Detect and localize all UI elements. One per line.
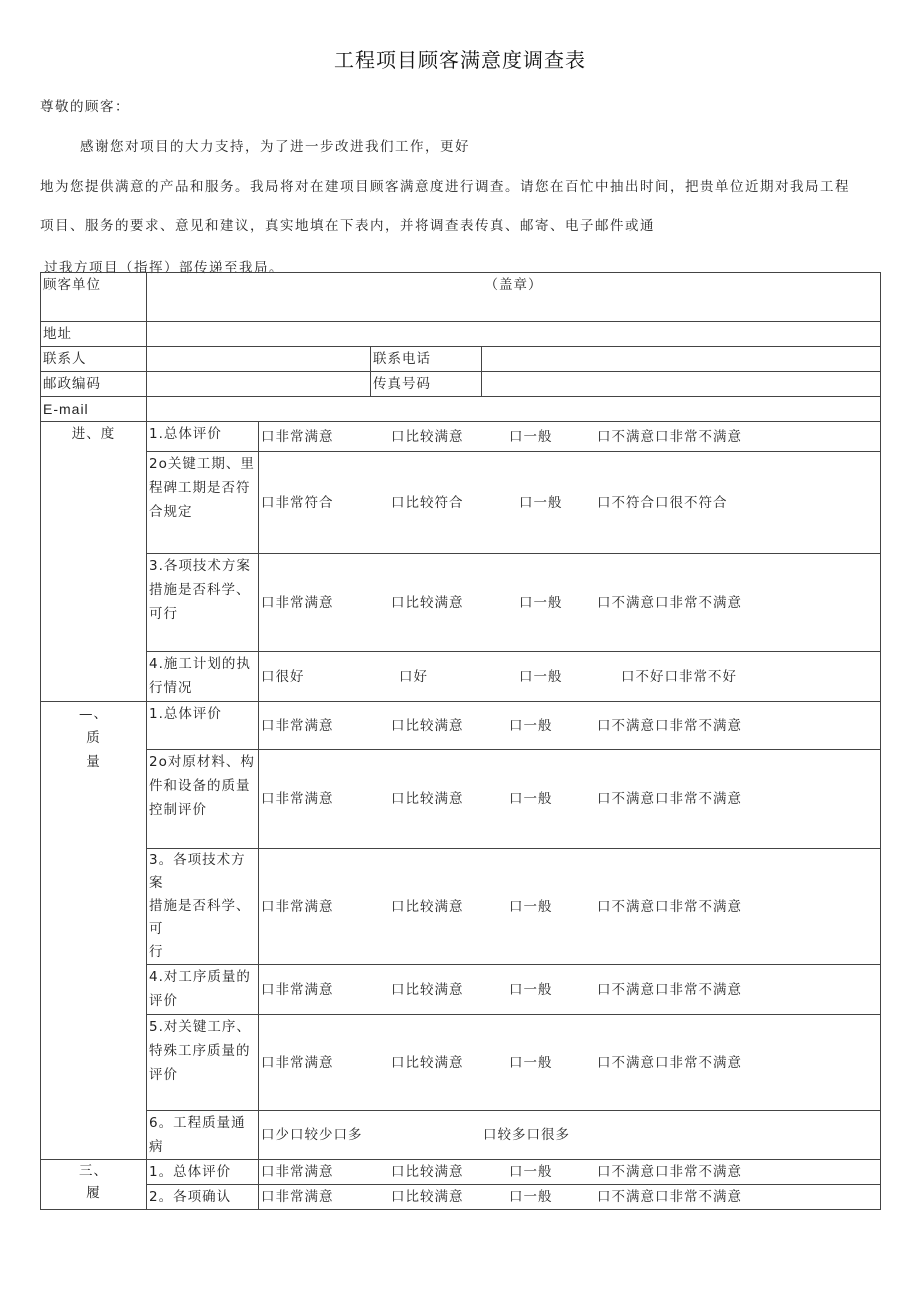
quality-item-4-options[interactable] <box>259 965 881 1015</box>
option[interactable]: 口一般 <box>509 898 553 915</box>
postcode-field[interactable] <box>147 372 371 397</box>
option[interactable]: 口不好口非常不好 <box>621 668 737 685</box>
quality-item-3-options[interactable] <box>259 849 881 965</box>
intro-line-2: 地为您提供满意的产品和服务。我局将对在建项目顾客满意度进行调查。请您在百忙中抽出时间，把贵单位近期对我局工程 <box>40 179 850 195</box>
section-quality-label: —、 质 量 <box>41 702 147 1160</box>
option[interactable]: 口一般 <box>509 791 553 807</box>
page-title: 工程项目顾客满意度调查表 <box>334 48 586 72</box>
option[interactable]: 口一般 <box>509 428 553 445</box>
option[interactable]: 口比较满意 <box>391 717 464 734</box>
address-label: 地址 <box>41 322 147 347</box>
option[interactable]: 口不满意口非常不满意 <box>597 1054 742 1071</box>
section-progress-label: 进、度 <box>41 422 147 702</box>
section-performance-label: 三、 履 <box>41 1160 147 1210</box>
option[interactable]: 口非常满意 <box>261 428 334 445</box>
address-field[interactable] <box>147 322 881 347</box>
option[interactable]: 口比较满意 <box>391 981 464 998</box>
option[interactable]: 口不满意口非常不满意 <box>597 717 742 734</box>
quality-item-4-label: 4.对工序质量的 评价 <box>147 965 259 1015</box>
performance-item-2-label: 2。各项确认 <box>147 1185 259 1210</box>
option[interactable]: 口比较符合 <box>391 494 464 511</box>
option[interactable]: 口不满意口非常不满意 <box>597 1189 742 1205</box>
option[interactable]: 口比较满意 <box>391 791 464 807</box>
quality-item-6-options[interactable] <box>259 1111 881 1160</box>
option[interactable]: 口非常满意 <box>261 594 334 611</box>
option[interactable]: 口不满意口非常不满意 <box>597 791 742 807</box>
option[interactable]: 口非常符合 <box>261 494 334 511</box>
customer-unit-label: 顾客单位 <box>41 273 147 322</box>
quality-item-1-label: 1.总体评价 <box>147 702 259 750</box>
option[interactable]: 口比较满意 <box>391 898 464 915</box>
greeting: 尊敬的顾客： <box>40 99 130 115</box>
option[interactable]: 口不满意口非常不满意 <box>597 1164 742 1180</box>
option[interactable]: 口不满意口非常不满意 <box>597 981 742 998</box>
option[interactable]: 口较多口很多 <box>483 1127 570 1143</box>
option[interactable]: 口比较满意 <box>391 1164 464 1180</box>
option[interactable]: 口一般 <box>519 494 563 511</box>
option[interactable]: 口非常满意 <box>261 717 334 734</box>
contact-label: 联系人 <box>41 347 147 372</box>
performance-item-2-options[interactable] <box>259 1185 881 1210</box>
contact-field[interactable] <box>147 347 371 372</box>
option[interactable]: 口一般 <box>509 717 553 734</box>
option[interactable]: 口一般 <box>509 1164 553 1180</box>
option[interactable]: 口好 <box>399 668 428 685</box>
option[interactable]: 口少口较少口多 <box>261 1127 363 1143</box>
email-field[interactable] <box>147 397 881 422</box>
progress-item-1-label: 1.总体评价 <box>147 422 259 452</box>
option[interactable]: 口比较满意 <box>391 1054 464 1071</box>
option[interactable]: 口一般 <box>509 1054 553 1071</box>
quality-item-2-label: 2o对原材料、构 件和设备的质量 控制评价 <box>147 750 259 849</box>
option[interactable]: 口非常满意 <box>261 898 334 915</box>
email-label: E-mail <box>41 397 147 422</box>
performance-item-1-label: 1。总体评价 <box>147 1160 259 1185</box>
option[interactable]: 口非常满意 <box>261 1189 334 1205</box>
survey-table <box>40 272 881 1210</box>
option[interactable]: 口不符合口很不符合 <box>597 494 728 511</box>
intro-line-3: 项目、服务的要求、意见和建议，真实地填在下表内，并将调查表传真、邮寄、电子邮件或通 <box>40 218 655 234</box>
option[interactable]: 口非常满意 <box>261 1054 334 1071</box>
quality-item-5-options[interactable] <box>259 1015 881 1111</box>
option[interactable]: 口非常满意 <box>261 791 334 807</box>
progress-item-2-options[interactable] <box>259 452 881 554</box>
quality-item-3-label: 3。各项技术方案 措施是否科学、 可 行 <box>147 849 259 965</box>
progress-item-3-options[interactable] <box>259 554 881 652</box>
option[interactable]: 口很好 <box>261 668 305 685</box>
option[interactable]: 口不满意口非常不满意 <box>597 428 742 445</box>
postcode-label: 邮政编码 <box>41 372 147 397</box>
progress-item-2-label: 2o关键工期、里 程碑工期是否符 合规定 <box>147 452 259 554</box>
option[interactable]: 口一般 <box>519 668 563 685</box>
progress-item-4-options[interactable] <box>259 652 881 702</box>
quality-item-1-options[interactable] <box>259 702 881 750</box>
fax-field[interactable] <box>482 372 881 397</box>
option[interactable]: 口一般 <box>509 981 553 998</box>
progress-item-4-label: 4.施工计划的执 行情况 <box>147 652 259 702</box>
option[interactable]: 口非常满意 <box>261 1164 334 1180</box>
intro-line-4: 过我方项目（指挥）部传递至我局。 <box>44 260 284 276</box>
option[interactable]: 口一般 <box>509 1189 553 1205</box>
intro-line-1: 感谢您对项目的大力支持，为了进一步改进我们工作，更好 <box>80 139 470 155</box>
option[interactable]: 口非常满意 <box>261 981 334 998</box>
option[interactable]: 口比较满意 <box>391 1189 464 1205</box>
phone-field[interactable] <box>482 347 881 372</box>
fax-label: 传真号码 <box>371 372 482 397</box>
quality-item-6-label: 6。工程质量通病 <box>147 1111 259 1160</box>
customer-unit-field[interactable] <box>147 273 881 322</box>
quality-item-5-label: 5.对关键工序、 特殊工序质量的 评价 <box>147 1015 259 1111</box>
option[interactable]: 口不满意口非常不满意 <box>597 594 742 611</box>
option[interactable]: 口一般 <box>519 594 563 611</box>
phone-label: 联系电话 <box>371 347 482 372</box>
progress-item-3-label: 3.各项技术方案 措施是否科学、 可行 <box>147 554 259 652</box>
progress-item-1-options[interactable] <box>259 422 881 452</box>
option[interactable]: 口比较满意 <box>391 594 464 611</box>
option[interactable]: 口不满意口非常不满意 <box>597 898 742 915</box>
option[interactable]: 口比较满意 <box>391 428 464 445</box>
quality-item-2-options[interactable] <box>259 750 881 849</box>
performance-item-1-options[interactable] <box>259 1160 881 1185</box>
seal-note: （盖章） <box>484 277 543 293</box>
